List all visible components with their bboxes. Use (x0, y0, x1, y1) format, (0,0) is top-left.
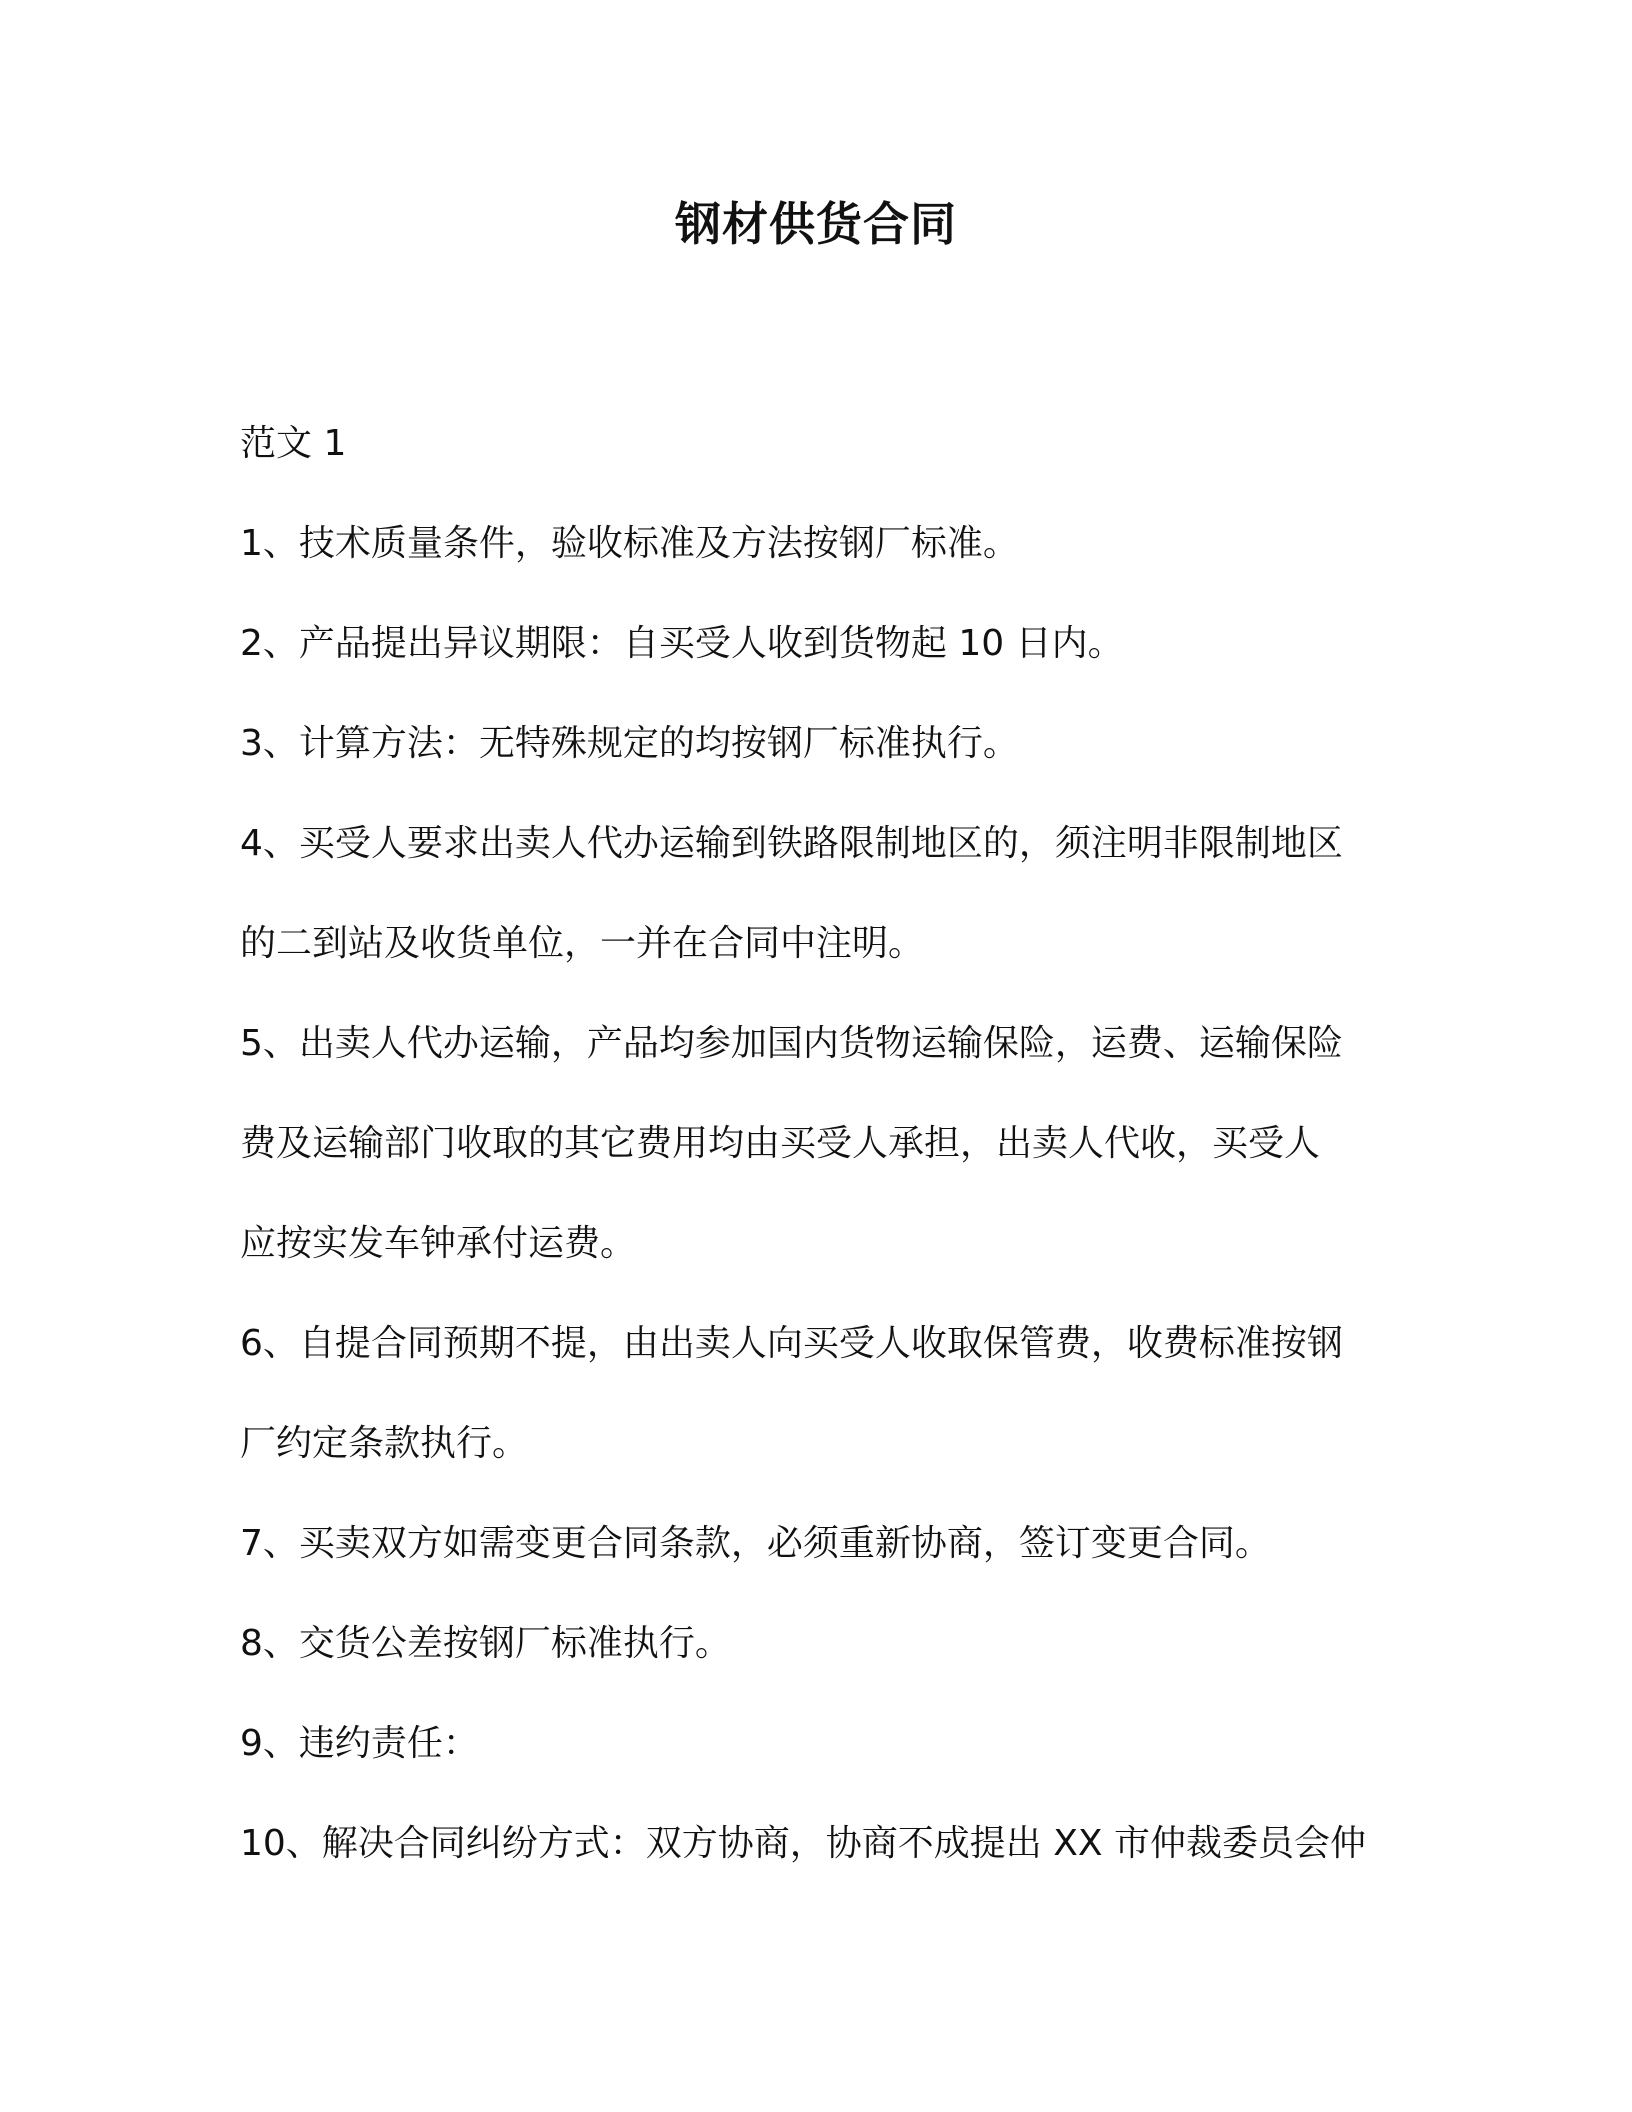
clause-line: 应按实发车钟承付运费。 (240, 1223, 637, 1264)
clause-line: 1、技术质量条件，验收标准及方法按钢厂标准。 (240, 523, 1019, 564)
clause-line: 4、买受人要求出卖人代办运输到铁路限制地区的，须注明非限制地区 (240, 823, 1343, 864)
clause-line: 8、交货公差按钢厂标准执行。 (240, 1623, 731, 1664)
clause-line: 3、计算方法：无特殊规定的均按钢厂标准执行。 (240, 723, 1019, 764)
clause-line: 厂约定条款执行。 (240, 1423, 529, 1464)
clause-line: 的二到站及收货单位，一并在合同中注明。 (240, 923, 925, 964)
document-title: 钢材供货合同 (675, 197, 957, 251)
clause-line: 7、买卖双方如需变更合同条款，必须重新协商，签订变更合同。 (240, 1523, 1271, 1564)
clause-line: 10、解决合同纠纷方式：双方协商，协商不成提出 XX 市仲裁委员会仲 (240, 1823, 1367, 1864)
clause-line: 6、自提合同预期不提，由出卖人向买受人收取保管费，收费标准按钢 (240, 1323, 1343, 1364)
section-label: 范文 1 (240, 423, 347, 464)
clause-line: 9、违约责任： (240, 1723, 479, 1764)
clause-line: 费及运输部门收取的其它费用均由买受人承担，出卖人代收，买受人 (240, 1123, 1321, 1164)
clause-line: 2、产品提出异议期限：自买受人收到货物起 10 日内。 (240, 623, 1124, 664)
clause-line: 5、出卖人代办运输，产品均参加国内货物运输保险，运费、运输保险 (240, 1023, 1343, 1064)
